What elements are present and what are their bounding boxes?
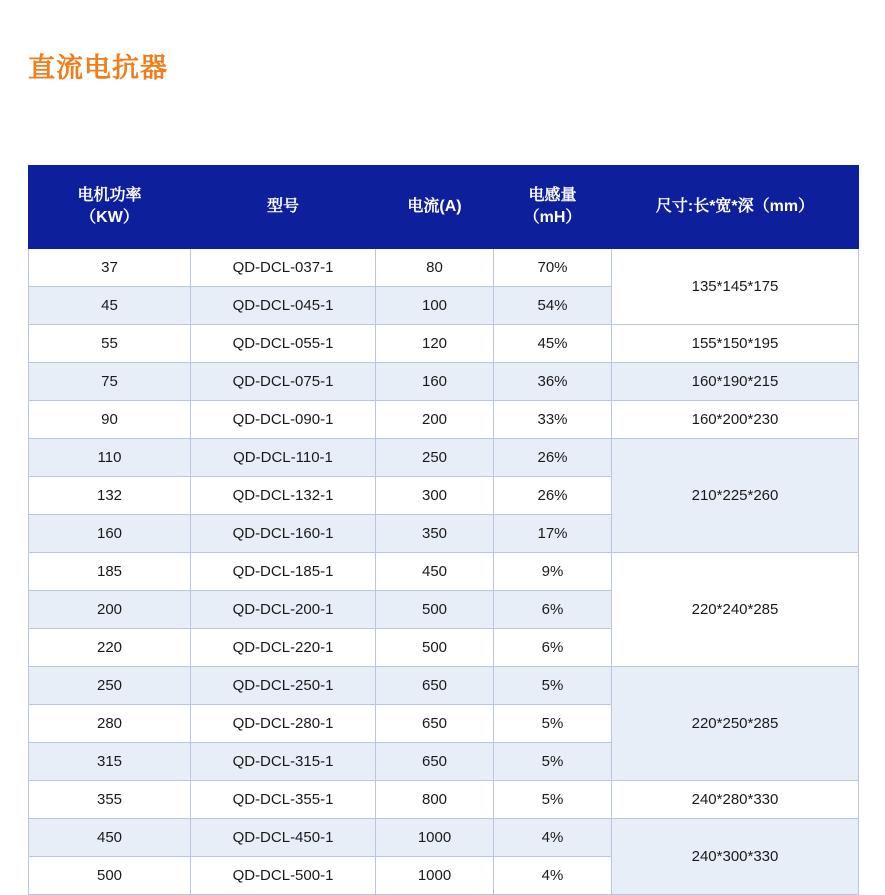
cell-dimensions: 220*250*285 (612, 667, 859, 781)
cell-model: QD-DCL-160-1 (191, 515, 376, 553)
column-header-model-line1: 型号 (266, 198, 299, 216)
cell-current: 80 (376, 249, 494, 287)
table-row (29, 553, 859, 591)
table-header-row (29, 166, 859, 249)
cell-current: 350 (376, 515, 494, 553)
cell-power: 37 (29, 249, 191, 287)
cell-inductance: 26% (494, 439, 612, 477)
table-row (29, 249, 859, 287)
cell-current: 650 (376, 743, 494, 781)
cell-dimensions: 135*145*175 (612, 249, 859, 325)
cell-inductance: 17% (494, 515, 612, 553)
cell-dimensions: 155*150*195 (612, 325, 859, 363)
spec-table (28, 165, 859, 895)
cell-power: 280 (29, 705, 191, 743)
cell-power: 75 (29, 363, 191, 401)
table-row (29, 401, 859, 439)
cell-model: QD-DCL-220-1 (191, 629, 376, 667)
cell-model: QD-DCL-355-1 (191, 781, 376, 819)
cell-model: QD-DCL-075-1 (191, 363, 376, 401)
cell-power: 355 (29, 781, 191, 819)
cell-model: QD-DCL-037-1 (191, 249, 376, 287)
cell-model: QD-DCL-132-1 (191, 477, 376, 515)
cell-power: 132 (29, 477, 191, 515)
cell-power: 185 (29, 553, 191, 591)
cell-model: QD-DCL-090-1 (191, 401, 376, 439)
cell-inductance: 5% (494, 667, 612, 705)
cell-power: 315 (29, 743, 191, 781)
cell-power: 200 (29, 591, 191, 629)
cell-power: 450 (29, 819, 191, 857)
column-header-power (29, 166, 191, 249)
cell-model: QD-DCL-185-1 (191, 553, 376, 591)
cell-dimensions: 160*190*215 (612, 363, 859, 401)
cell-current: 500 (376, 591, 494, 629)
cell-current: 160 (376, 363, 494, 401)
column-header-model (191, 166, 376, 249)
cell-inductance: 54% (494, 287, 612, 325)
cell-current: 200 (376, 401, 494, 439)
cell-model: QD-DCL-200-1 (191, 591, 376, 629)
cell-inductance: 36% (494, 363, 612, 401)
cell-current: 250 (376, 439, 494, 477)
cell-current: 650 (376, 705, 494, 743)
column-header-power-line2: （KW） (80, 209, 139, 226)
cell-current: 1000 (376, 857, 494, 895)
cell-inductance: 4% (494, 857, 612, 895)
table-row (29, 819, 859, 857)
cell-inductance: 6% (494, 591, 612, 629)
table-row (29, 667, 859, 705)
column-header-power-line1: 电机功率 (77, 187, 142, 205)
cell-current: 800 (376, 781, 494, 819)
cell-model: QD-DCL-045-1 (191, 287, 376, 325)
cell-current: 650 (376, 667, 494, 705)
cell-inductance: 5% (494, 743, 612, 781)
cell-inductance: 9% (494, 553, 612, 591)
cell-power: 45 (29, 287, 191, 325)
cell-current: 1000 (376, 819, 494, 857)
column-header-inductance-line2: （mH） (523, 209, 582, 226)
cell-model: QD-DCL-110-1 (191, 439, 376, 477)
cell-inductance: 4% (494, 819, 612, 857)
cell-model: QD-DCL-280-1 (191, 705, 376, 743)
cell-inductance: 6% (494, 629, 612, 667)
table-row (29, 363, 859, 401)
cell-inductance: 5% (494, 781, 612, 819)
cell-model: QD-DCL-500-1 (191, 857, 376, 895)
cell-power: 110 (29, 439, 191, 477)
cell-inductance: 5% (494, 705, 612, 743)
table-row (29, 781, 859, 819)
column-header-current (376, 166, 494, 249)
column-header-current-line1: 电流(A) (407, 198, 462, 216)
table-header (29, 166, 859, 249)
cell-current: 500 (376, 629, 494, 667)
cell-power: 160 (29, 515, 191, 553)
cell-dimensions: 240*300*330 (612, 819, 859, 895)
table-body (29, 249, 859, 895)
cell-inductance: 26% (494, 477, 612, 515)
cell-model: QD-DCL-315-1 (191, 743, 376, 781)
cell-model: QD-DCL-055-1 (191, 325, 376, 363)
cell-current: 450 (376, 553, 494, 591)
cell-model: QD-DCL-250-1 (191, 667, 376, 705)
cell-inductance: 70% (494, 249, 612, 287)
cell-model: QD-DCL-450-1 (191, 819, 376, 857)
column-header-dimensions (612, 166, 859, 249)
cell-power: 250 (29, 667, 191, 705)
cell-dimensions: 210*225*260 (612, 439, 859, 553)
cell-current: 120 (376, 325, 494, 363)
cell-inductance: 45% (494, 325, 612, 363)
spec-table-container (28, 165, 858, 895)
page-title: 直流电抗器 (28, 53, 168, 83)
table-row (29, 325, 859, 363)
cell-power: 55 (29, 325, 191, 363)
column-header-inductance-line1: 电感量 (528, 187, 577, 205)
column-header-inductance (494, 166, 612, 249)
cell-dimensions: 240*280*330 (612, 781, 859, 819)
cell-dimensions: 160*200*230 (612, 401, 859, 439)
cell-power: 90 (29, 401, 191, 439)
column-header-dimensions-line1: 尺寸:长*宽*深（mm） (655, 198, 815, 216)
cell-power: 500 (29, 857, 191, 895)
cell-current: 100 (376, 287, 494, 325)
cell-dimensions: 220*240*285 (612, 553, 859, 667)
cell-inductance: 33% (494, 401, 612, 439)
cell-current: 300 (376, 477, 494, 515)
table-row (29, 439, 859, 477)
cell-power: 220 (29, 629, 191, 667)
